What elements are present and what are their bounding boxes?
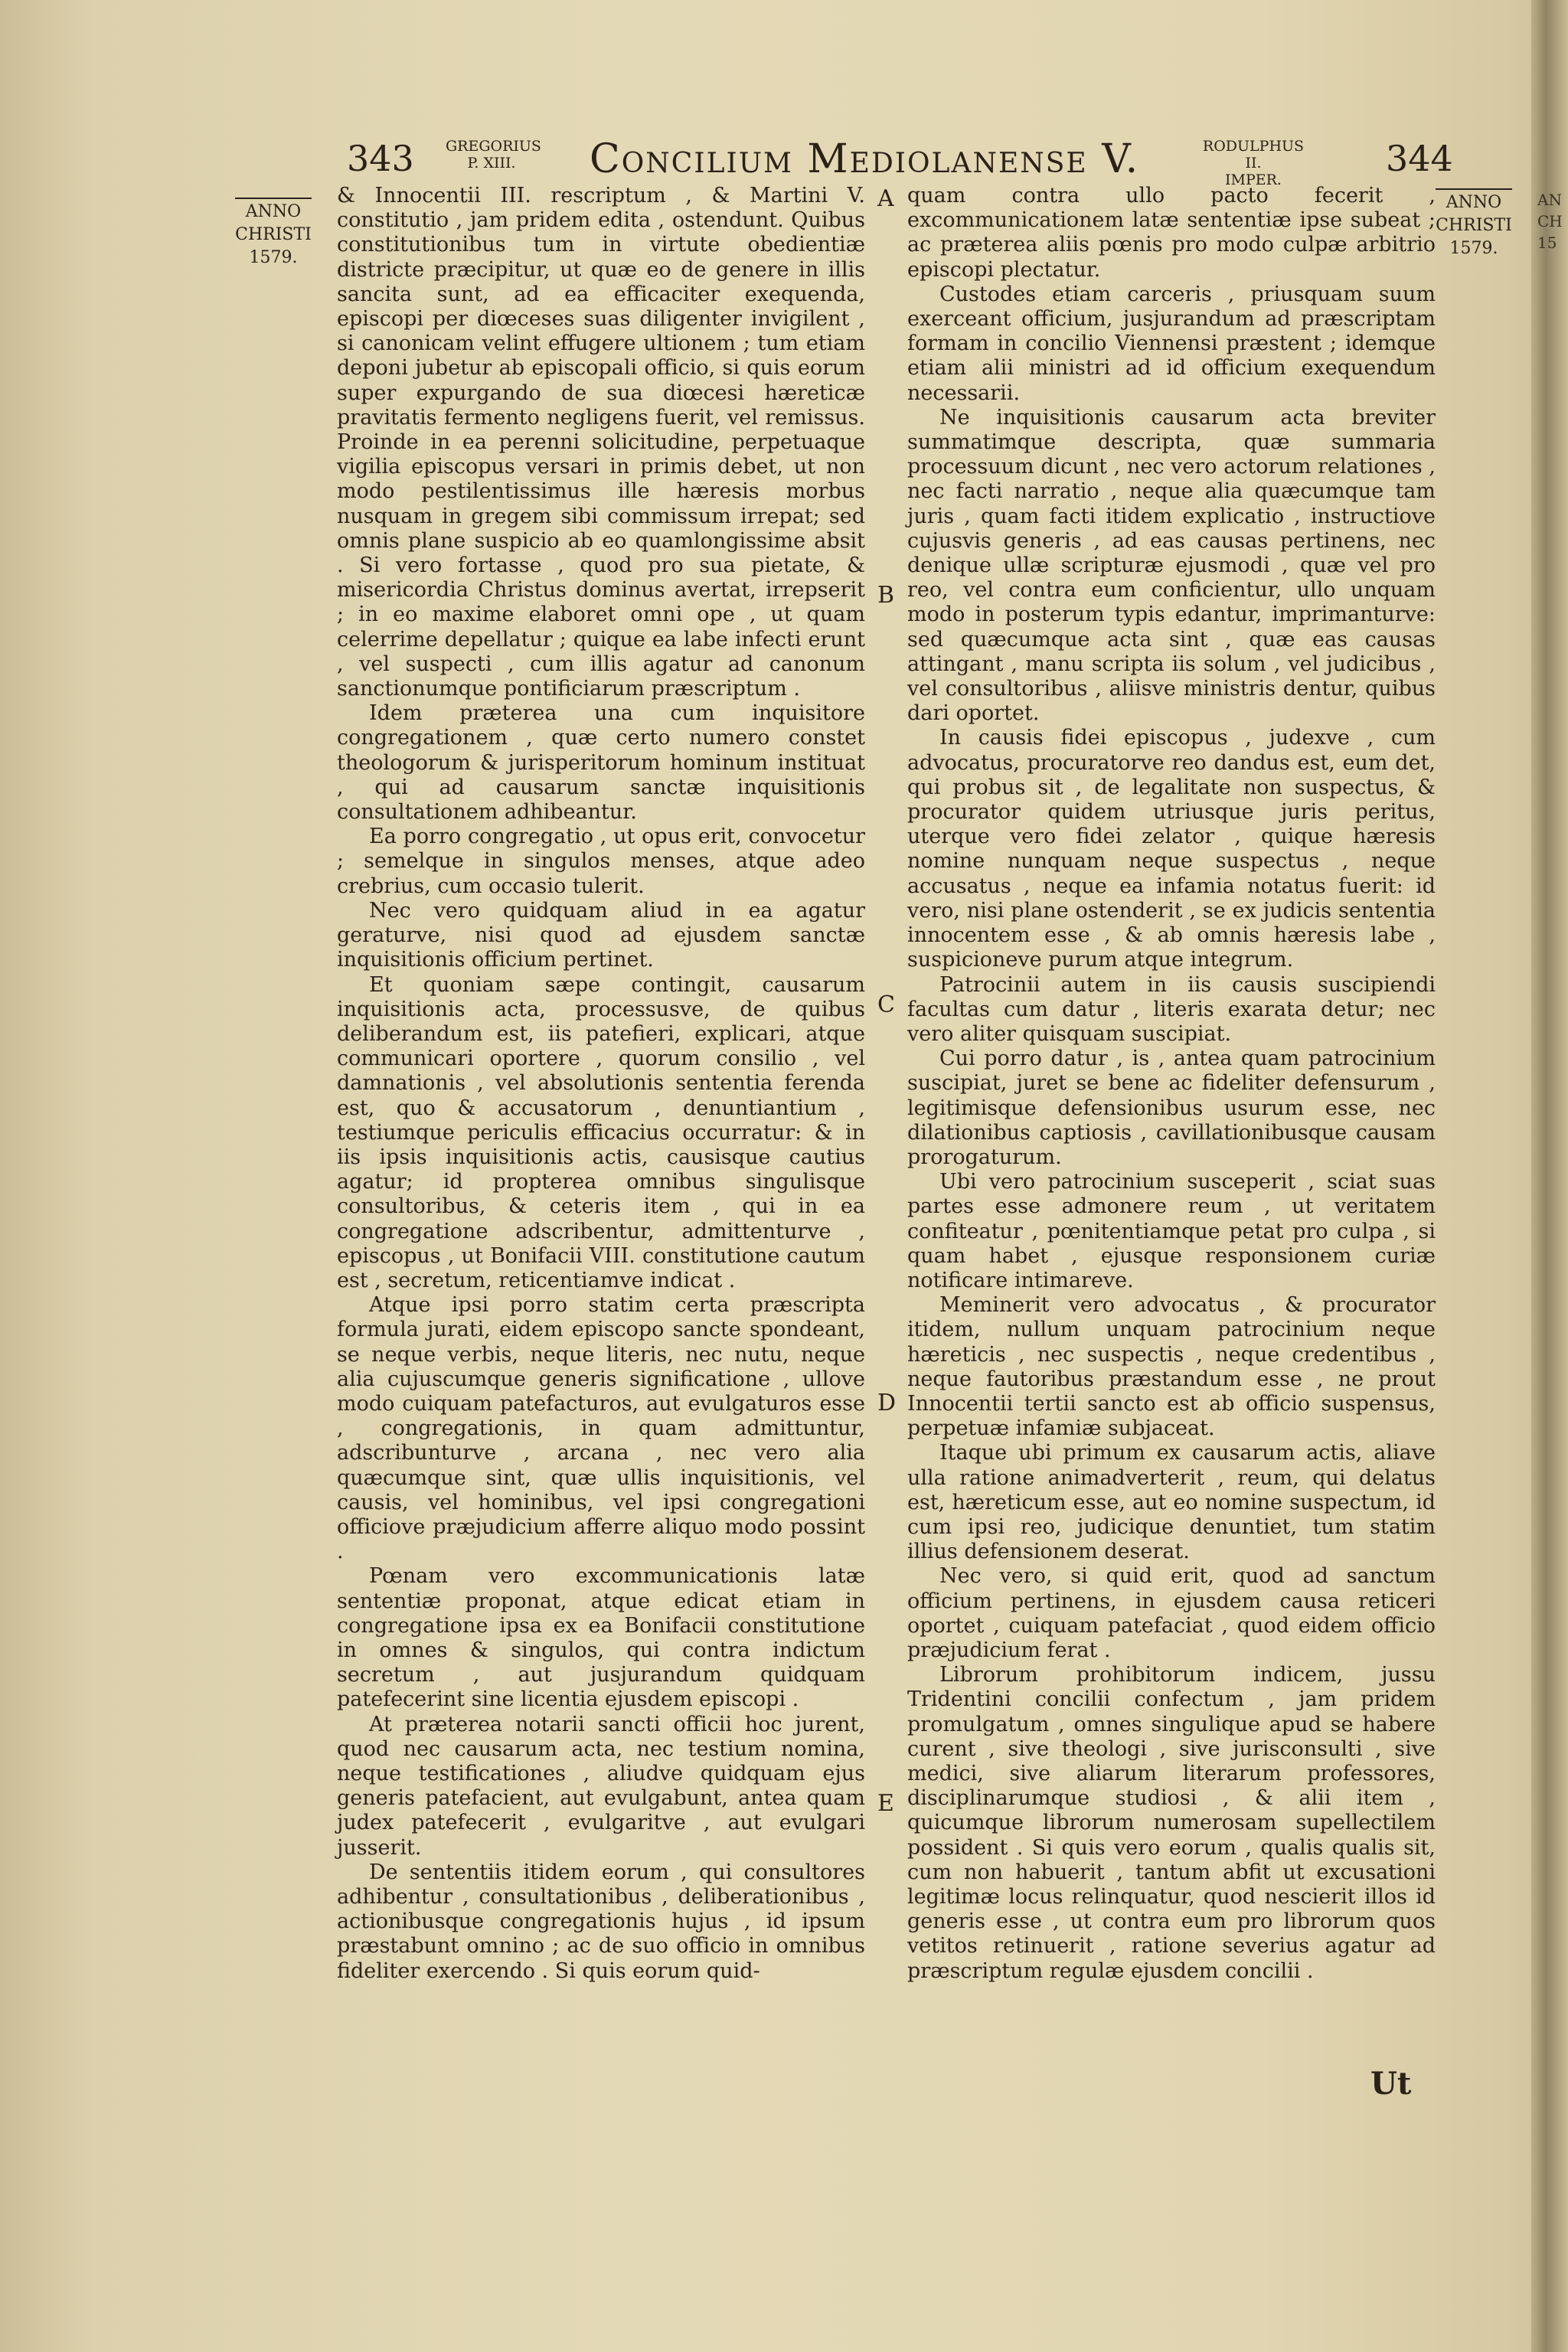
margin-rule bbox=[1436, 188, 1512, 190]
edge-fragment: CH bbox=[1537, 212, 1563, 230]
paragraph: Meminerit vero advocatus , & procurator itidem, nullum unquam patrocinium neque hæreticis , nec suspectis , neque credentibus , neque fautoribus præstandum esse , ne prout Innocentii tertii sancto est ab officio suspensus, perpetuæ infamiæ subjaceat. bbox=[907, 1293, 1436, 1441]
page-title: Concilium Mediolanense V. bbox=[590, 136, 1140, 182]
margin-rule bbox=[235, 198, 312, 199]
paragraph: Ne inquisitionis causarum acta breviter summatimque descripta, quæ summaria processuum dicunt , nec vero actorum relationes , nec facti narratio , neque alia quæcumque tam juris , quam facti itidem explicatio , instructiove cujusvis generis , ad eas causas pertinens, nec denique ullæ scripturæ ejusmodi , quæ vel pro reo, vel contra eum conficientur, ullo unquam modo in posterum typis edantur, imprimanturve: sed quæcumque acta sint , quæ eas causas attingant , manu scripta iis solum , vel judicibus , vel consultoribus , aliisve ministris dentur, quibus dari oportet. bbox=[907, 405, 1436, 726]
margin-letter-e: E bbox=[877, 1790, 894, 1817]
paragraph: Pœnam vero excommunicationis latæ sententiæ proponat, atque edicat etiam in congregatione ipsa ex ea Bonifacii constitutione in omnes & singulos, qui contra indictum secretum , aut jusjurandum quidquam patefecerint sine licentia ejusdem episcopi . bbox=[337, 1564, 865, 1712]
next-page-edge bbox=[1531, 0, 1568, 2352]
paragraph: De sententiis itidem eorum , qui consultores adhibentur , consultationibus , deliberationibus , actionibusque congregationis hujus , id ipsum præstabunt omnino ; ac de suo officio in omnibus fideliter exercendo . Si quis eorum quid- bbox=[337, 1860, 865, 1983]
paragraph: Et quoniam sæpe contingit, causarum inquisitionis acta, processusve, de quibus deliberandum est, iis patefieri, explicari, atque communicari oportere , quorum consilio , vel damnationis , vel absolutionis sententia ferenda est, quo & accusatorum , denuntiantium , testiumque periculis efficacius occurratur: & in iis ipsis inquisitionis actis, causisque cautius agatur; id propterea omnibus singulisque consultoribus, & ceteris item , qui in ea congregatione adscribentur, admittenturve , episcopus , ut Bonifacii VIII. constitutione cautum est , secretum, reticentiamve indicat . bbox=[337, 972, 865, 1292]
margin-note-right: ANNO CHRISTI 1579. bbox=[1424, 188, 1524, 260]
margin-letter-a: A bbox=[877, 185, 894, 212]
margin-note-left: ANNO CHRISTI 1579. bbox=[224, 198, 323, 270]
paragraph: Librorum prohibitorum indicem, jussu Tridentini concilii confectum , jam pridem promulgatum , omnes singulique apud se habere curent , sive theologi , sive jurisconsulti , sive medici, sive aliarum literarum professores, disciplinarumque studiosi , & alii item , quicumque librorum numerosam supellectilem possident . Si quis vero eorum , qualis qualis sit, cum non habuerit , tantum abfit ut excusationi legitimæ locus relinquatur, quod nescierit illos id generis esse , ut contra eum pro librorum quos vetitos retinuerit , ratione severius agatur ad præscriptum regulæ ejusdem concilii . bbox=[907, 1663, 1436, 1983]
edge-fragment: AN bbox=[1537, 191, 1562, 209]
paragraph: Ubi vero patrocinium susceperit , sciat suas partes esse admonere reum , ut veritatem confiteatur , pœnitentiamque petat pro culpa , si quam habet , ejusque responsionem curiæ notificare intimareve. bbox=[907, 1170, 1436, 1292]
paragraph: At præterea notarii sancti officii hoc jurent, quod nec causarum acta, nec testium nomina, neque testificationes , aliudve quidquam ejus generis patefacient, aut evulgabunt, antea quam judex patefecerit , evulgaritve , aut evulgari jusserit. bbox=[337, 1712, 865, 1860]
paragraph: Custodes etiam carceris , priusquam suum exerceant officium, jusjurandum ad præscriptam formam in concilio Viennensi præstent ; idemque etiam alii ministri ad id officium exequendum necessarii. bbox=[907, 282, 1436, 405]
paragraph: Itaque ubi primum ex causarum actis, aliave ulla ratione animadverterit , reum, qui delatus est, hæreticum esse, aut eo nomine suspectum, id cum ipsi reo, judicique denuntiet, tum statim illius defensionem deserat. bbox=[907, 1441, 1436, 1564]
paragraph: Nec vero, si quid erit, quod ad sanctum officium pertinens, in ejusdem causa reticeri oportet , cuiquam patefaciat , quod eidem officio præjudicium ferat . bbox=[907, 1564, 1436, 1662]
paragraph: Atque ipsi porro statim certa præscripta formula jurati, eidem episcopo sancte spondeant, se neque verbis, neque literis, nec nutu, neque alia cujuscumque generis significatione , ullove modo cuiquam patefacturos, aut evulgaturos esse , congregationis, in quam admittuntur, adscribunturve , arcana , nec vero alia quæcumque sint, quæ ullis inquisitionis, vel causis, vel hominibus, vel ipsi congregationi officiove præjudicium afferre aliquo modo possint . bbox=[337, 1293, 865, 1564]
left-column bbox=[337, 184, 865, 1984]
margin-letter-b: B bbox=[877, 582, 895, 609]
margin-letter-d: D bbox=[877, 1390, 897, 1416]
paragraph: & Innocentii III. rescriptum , & Martini V. constitutio , jam pridem edita , ostendunt. Quibus constitutionibus tum in virtute obedientiæ districte præcipitur, ut quæ eo de genere in illis sancita sunt, ad ea efficaciter exequenda, episcopi per diœceses suas diligenter invigilent , si canonicam velint effugere ultionem ; tum etiam deponi jubetur ab episcopali officio, si quis eorum super expurgando de sua diœcesi hæreticæ pravitatis fermento negligens fuerit, vel remissus. Proinde in ea perenni solicitudine, perpetuaque vigilia episcopus versari in primis debet, ut non modo pestilentissimus ille hæresis morbus nusquam in gregem sibi commissum irrepat; sed omnis plane suspicio ab eo quamlongissime absit . Si vero fortasse , quod pro sua pietate, & misericordia Christus dominus avertat, irrepserit ; in eo maxime elaboret omni ope , ut quam celerrime depellatur ; quique ea labe infecti erunt , vel suspecti , cum illis agatur ad canonum sanctionumque pontificiarum præscriptum . bbox=[337, 184, 865, 701]
margin-letter-c: C bbox=[877, 991, 895, 1018]
paragraph: Patrocinii autem in iis causis suscipiendi facultas cum datur , literis exarata detur; nec vero aliter quisquam suscipiat. bbox=[907, 972, 1436, 1046]
page-header bbox=[0, 135, 1568, 188]
page-number-left: 343 bbox=[347, 138, 414, 179]
running-head-left: GREGORIUS P. XIII. bbox=[446, 138, 541, 172]
edge-fragment: 15 bbox=[1537, 234, 1557, 252]
page-number-right: 344 bbox=[1386, 138, 1453, 179]
paragraph: Nec vero quidquam aliud in ea agatur geraturve, nisi quod ad ejusdem sanctæ inquisitionis officium pertinet. bbox=[337, 898, 865, 972]
paragraph: Cui porro datur , is , antea quam patrocinium suscipiat, juret se bene ac fideliter defensurum , legitimisque defensionibus usurum esse, nec dilationibus captiosis , cavillationibusque causam prorogaturum. bbox=[907, 1047, 1436, 1169]
paragraph: In causis fidei episcopus , judexve , cum advocatus, procuratorve reo dandus est, eum det, qui probus sit , de legalitate non suspectus, & procurator quidem utriusque juris peritus, uterque vero fidei zelator , quique hæresis nomine nunquam neque suspectus , neque accusatus , neque ea infamia notatus fuerit: id vero, nisi plane ostenderit , se ex judicis sententia innocentem esse , & ab omnis hæresis labe , suspicioneve purum atque integrum. bbox=[907, 726, 1436, 972]
paragraph: Idem præterea una cum inquisitore congregationem , quæ certo numero constet theologorum & jurisperitorum hominum instituat , qui ad causarum sanctæ inquisitionis consultationem adhibeantur. bbox=[337, 701, 865, 825]
right-column bbox=[907, 184, 1436, 1984]
catchword: Ut bbox=[1370, 2066, 1412, 2102]
running-head-right: RODULPHUS II. IMPER. bbox=[1202, 138, 1305, 188]
paragraph: quam contra ullo pacto fecerit , excommunicationem latæ sententiæ ipse subeat ; ac præterea aliis pœnis pro modo culpæ arbitrio episcopi plectatur. bbox=[907, 184, 1436, 282]
paragraph: Ea porro congregatio , ut opus erit, convocetur ; semelque in singulos menses, atque adeo crebrius, cum occasio tulerit. bbox=[337, 825, 865, 898]
